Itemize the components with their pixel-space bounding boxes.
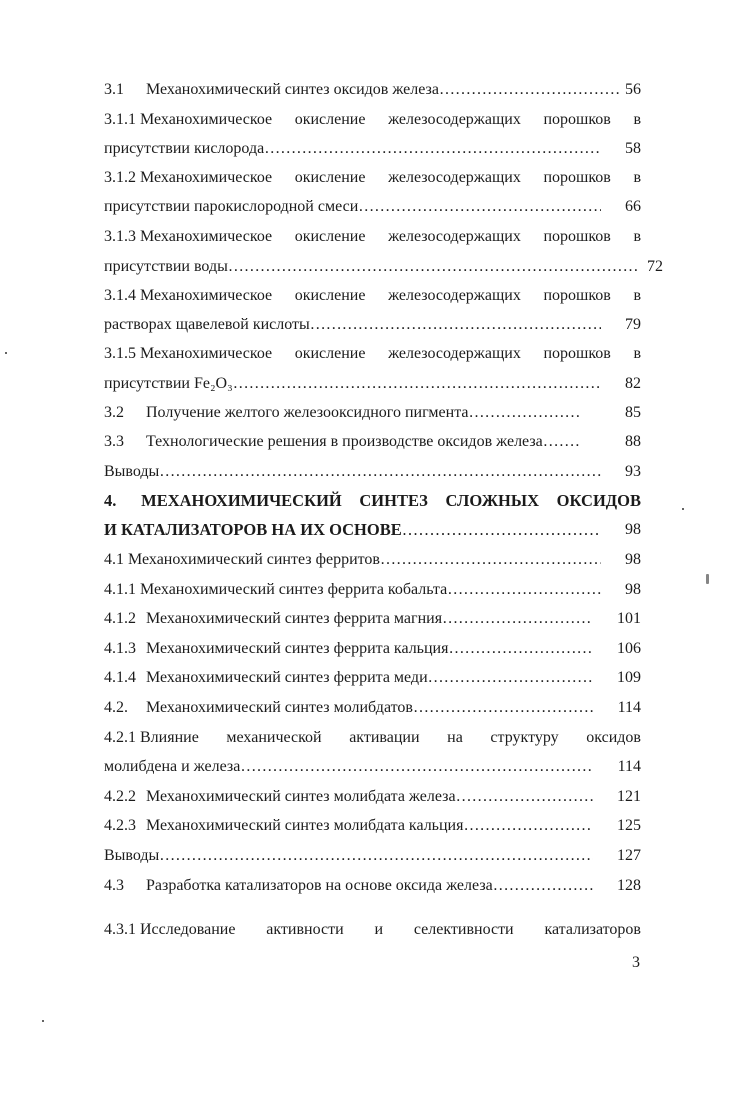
toc-page: 85: [625, 404, 641, 421]
toc-entry-3-1-4-line1: 3.1.4 Механохимическое окисление железосодержащих порошков в: [104, 287, 641, 304]
toc-page: 101: [617, 610, 641, 627]
toc-entry-4-2: 4.2. Механохимический синтез молибдатов ……………………………………………………………………………………………………………… 114: [104, 696, 641, 720]
toc-entry-3-1-5-line1: 3.1.5 Механохимическое окисление железосодержащих порошков в: [104, 345, 641, 362]
toc-entry-4-2-1-line1: 4.2.1 Влияние механической активации на структуру оксидов: [104, 729, 641, 746]
toc-entry-4-line2: И КАТАЛИЗАТОРОВ НА ИХ ОСНОВЕ ……………………………………………………………………………………………………………… 98: [104, 518, 641, 542]
toc-entry-3-1-3-line1: 3.1.3 Механохимическое окисление железосодержащих порошков в: [104, 228, 641, 245]
toc-page: 93: [625, 463, 641, 480]
toc-entry-4-1-4: 4.1.4 Механохимический синтез феррита меди ……………………………………………………………………………………………………………… 109: [104, 666, 641, 690]
toc-page: 114: [617, 699, 641, 716]
toc-entry-3-2: 3.2 Получение желтого железооксидного пигмента ……………………………………………………………………………………………………………… 85: [104, 401, 641, 425]
toc-page: 121: [617, 788, 641, 805]
toc-entry-4-1: 4.1 Механохимический синтез ферритов ……………………………………………………………………………………………………………… 98: [104, 548, 641, 572]
scan-speck: [706, 574, 709, 584]
toc-entry-4-line1: 4. МЕХАНОХИМИЧЕСКИЙ СИНТЕЗ СЛОЖНЫХ ОКСИДОВ: [104, 491, 641, 510]
toc-entry-4-1-2: 4.1.2 Механохимический синтез феррита магния ……………………………………………………………………………………………………………… 101: [104, 607, 641, 631]
toc-entry-4-2-2: 4.2.2 Механохимический синтез молибдата железа ……………………………………………………………………………………………………………… 121: [104, 785, 641, 809]
toc-entry-3-1-1-line2: присутствии кислорода ……………………………………………………………………………………………………………… 58: [104, 137, 641, 161]
toc-page: 79: [625, 316, 641, 333]
toc-entry-conclusions-4: Выводы ……………………………………………………………………………………………………………… 127: [104, 844, 641, 868]
toc-entry-4-2-3: 4.2.3 Механохимический синтез молибдата кальция ……………………………………………………………………………………………………………… 125: [104, 814, 641, 838]
toc-entry-3-1-1-line1: 3.1.1 Механохимическое окисление железосодержащих порошков в: [104, 111, 641, 128]
toc-page: 106: [617, 640, 641, 657]
toc-entry-4-3: 4.3 Разработка катализаторов на основе оксида железа ……………………………………………………………………………………………………………… 128: [104, 874, 641, 898]
toc-page: 98: [625, 581, 641, 598]
toc-entry-3-1: [104, 78, 641, 102]
toc-page: 98: [625, 551, 641, 568]
scan-speck: [682, 508, 684, 510]
toc-page: 128: [617, 877, 641, 894]
toc-page: 66: [625, 198, 641, 215]
toc-title: Механохимический синтез оксидов железа ………………………………………………………………………………………………………………: [146, 78, 641, 102]
toc-page: 114: [617, 758, 641, 775]
scan-speck: [42, 1020, 44, 1022]
toc-entry-3-1-4-line2: растворах щавелевой кислоты ……………………………………………………………………………………………………………… 79: [104, 313, 641, 337]
toc-entry-4-2-1-line2: молибдена и железа ……………………………………………………………………………………………………………… 114: [104, 755, 641, 779]
toc-page: 72: [647, 258, 663, 275]
toc-page: 88: [625, 433, 641, 450]
toc-entry-4-1-3: 4.1.3 Механохимический синтез феррита кальция ……………………………………………………………………………………………………………… 106: [104, 637, 641, 661]
toc-page: 56: [619, 78, 641, 102]
page-number: 3: [632, 954, 640, 971]
toc-entry-3-1-2-line1: 3.1.2 Механохимическое окисление железосодержащих порошков в: [104, 169, 641, 186]
toc-page: 98: [625, 521, 641, 538]
toc-page: 58: [625, 140, 641, 157]
toc-page: 127: [617, 847, 641, 864]
scan-speck: [5, 352, 7, 354]
toc-page: 109: [617, 669, 641, 686]
toc-page: 82: [625, 375, 641, 392]
toc-entry-3-3: 3.3 Технологические решения в производстве оксидов железа ……………………………………………………………………………………………………………… 88: [104, 430, 641, 454]
toc-entry-conclusions-3: Выводы ……………………………………………………………………………………………………………… 93: [104, 460, 641, 484]
toc-entry-3-1-5-line2: присутствии Fe₂O₃ ……………………………………………………………………………………………………………… 82: [104, 372, 641, 396]
toc-entry-4-3-1-line1: 4.3.1 Исследование активности и селективности катализаторов: [104, 921, 641, 938]
toc-entry-3-1-3-line2: присутствии воды ……………………………………………………………………………………………………………… 72: [104, 255, 663, 279]
toc-page: 125: [617, 817, 641, 834]
toc-entry-3-1-2-line2: присутствии парокислородной смеси ……………………………………………………………………………………………………………… 66: [104, 195, 641, 219]
toc-number: 3.1: [104, 81, 124, 98]
toc-entry-4-1-1: 4.1.1 Механохимический синтез феррита кобальта ……………………………………………………………………………………………………………… 98: [104, 578, 641, 602]
